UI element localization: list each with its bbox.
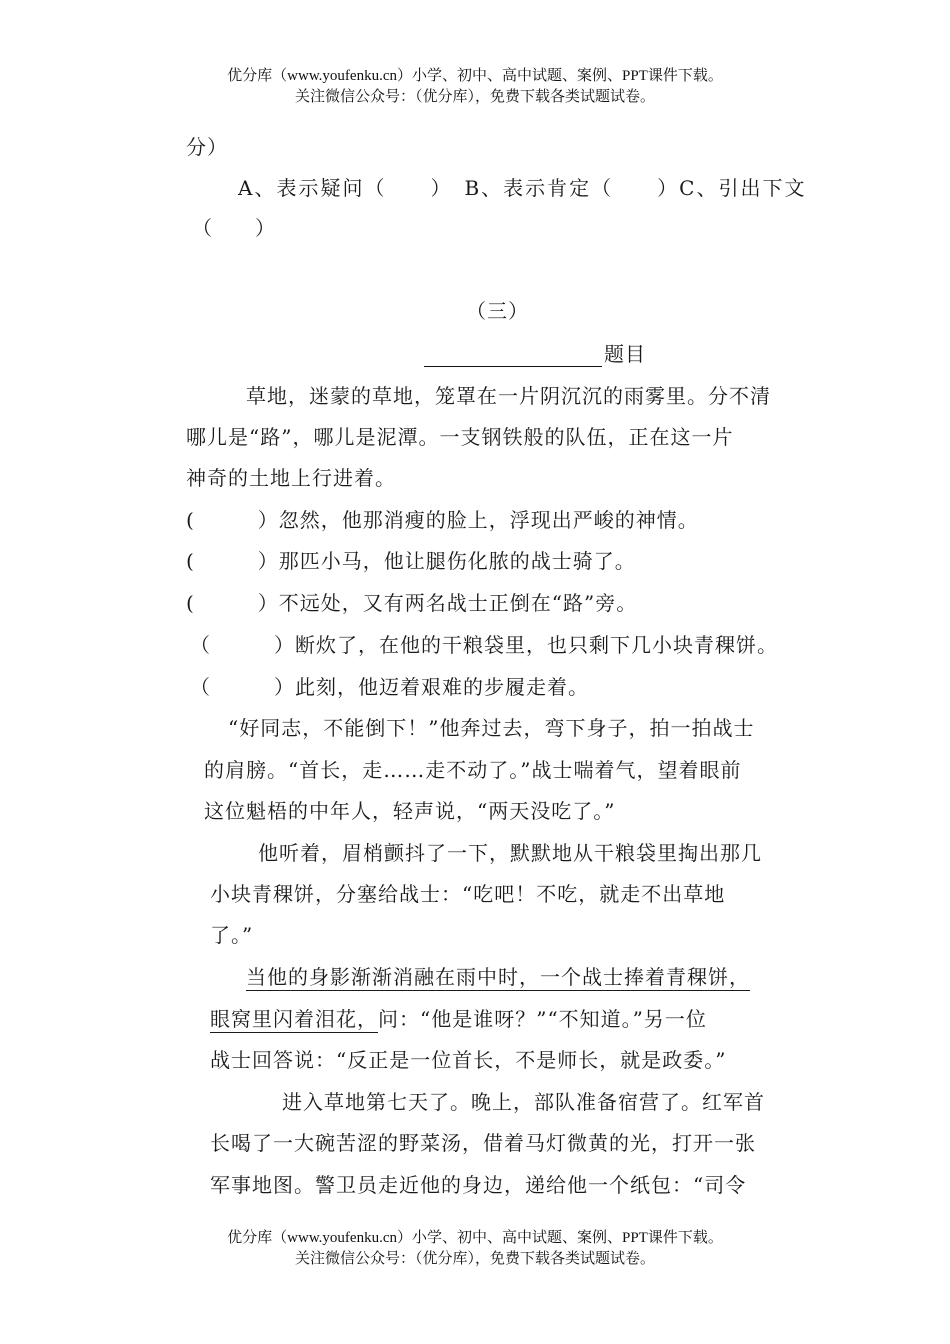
p5-line-1: 进入草地第七天了。晚上，部队准备宿营了。红军首 [282,1090,765,1114]
p3-line-3: 了。” [210,923,254,947]
p5-line-2: 长喝了一大碗苦涩的野菜汤，借着马灯微黄的光，打开一张 [210,1131,756,1155]
footer-line-1: 优分库（www.youfenku.cn）小学、初中、高中试题、案例、PPT课件下载。 [227,1230,723,1246]
title-row [424,341,646,367]
question-options: A、表示疑问（ ） B、表示肯定（ ）C、引出下文 [238,176,807,200]
header-line-1: 优分库（www.youfenku.cn）小学、初中、高中试题、案例、PPT课件下载。 [227,68,723,84]
p4-line-2 [210,1006,707,1032]
p2-line-3: 这位魁梧的中年人，轻声说，“两天没吃了。” [204,799,616,823]
p4-line-3: 战士回答说：“反正是一位首长，不是师长，就是政委。” [210,1048,727,1072]
question-option-c-blank: （ ） [192,216,276,240]
p1-line-1: 草地，迷蒙的草地，笼罩在一片阴沉沉的雨雾里。分不清 [246,384,771,408]
p5-line-3: 军事地图。警卫员走近他的身边，递给他一个纸包：“司令 [210,1173,747,1197]
header-line-2: 关注微信公众号：（优分库），免费下载各类试题试卷。 [294,89,655,105]
p2-line-2: 的肩膀。“首长，走……走不动了。”战士喘着气，望着眼前 [204,758,742,782]
question-tail-line-1: 分） [186,135,228,159]
p4-line-2-underlined: 眼窝里闪着泪花， [210,1007,378,1031]
p1-line-3: 神奇的土地上行进着。 [186,466,396,490]
order-item-1: ( ）忽然，他那消瘦的脸上，浮现出严峻的神情。 [186,508,699,532]
title-label: 题目 [604,342,646,366]
section-number: （三） [466,299,529,323]
p4-line-1-underlined: 当他的身影渐渐消融在雨中时，一个战士捧着青稞饼， [246,965,750,989]
p3-line-2: 小块青稞饼，分塞给战士：“吃吧！不吃，就走不出草地 [210,882,726,906]
p4-line-2-rest: 问：“他是谁呀？”“不知道。”另一位 [378,1007,707,1031]
order-item-2: ( ）那匹小马，他让腿伤化脓的战士骑了。 [186,549,636,573]
p2-line-1: “好同志，不能倒下！”他奔过去，弯下身子，拍一拍战士 [228,716,755,740]
order-item-3: ( ）不远处，又有两名战士正倒在“路”旁。 [186,591,638,615]
order-item-4: （ ）断炊了，在他的干粮袋里，也只剩下几小块青稞饼。 [190,633,778,657]
order-item-5: （ ）此刻，他迈着艰难的步履走着。 [190,675,589,699]
p1-line-2: 哪儿是“路”，哪儿是泥潭。一支钢铁般的队伍，正在这一片 [186,425,734,449]
title-blank [424,346,602,367]
p3-line-1: 他听着，眉梢颤抖了一下，默默地从干粮袋里掏出那几 [258,841,762,865]
footer-line-2: 关注微信公众号：（优分库），免费下载各类试题试卷。 [294,1251,655,1267]
